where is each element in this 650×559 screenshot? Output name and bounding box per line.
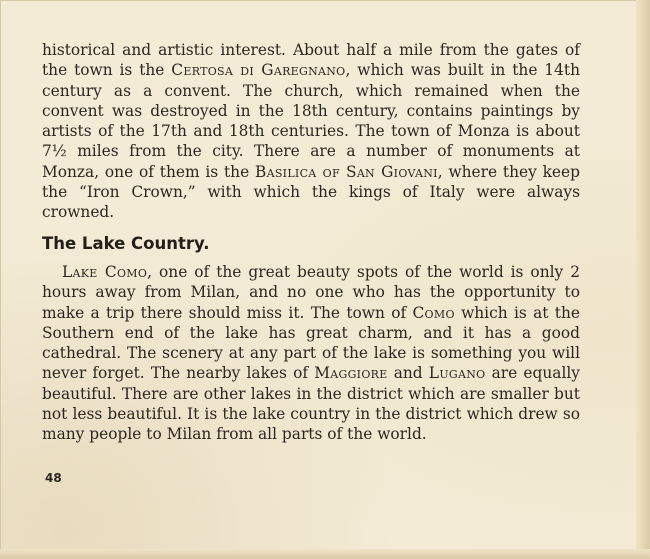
place-name-basilica: Basilica of San Giovani (254, 162, 438, 181)
page-number: 48 (45, 471, 62, 485)
place-name-lake-como: Lake Como (62, 263, 148, 281)
paragraph-text: historical and artistic interest. About half a mile from the gates of the town is the (42, 41, 580, 80)
page-bottom-edge (0, 549, 650, 559)
paragraph-lake-country (42, 262, 580, 445)
paragraph-text: , where they keep the “Iron Crown,” with which the kings of Italy were always crowned. (42, 162, 581, 222)
section-heading: The Lake Country. (42, 234, 210, 253)
page-spine-edge (636, 0, 650, 559)
paragraph-text: , one of the great beauty spots of the world is only 2 hours away from Milan, and no one who has the opportunity to make a trip there should miss it. The town of (42, 263, 580, 322)
place-name-lugano: Lugano (428, 364, 486, 383)
place-name-como: Como (412, 303, 455, 322)
paragraph-text: which is at the Southern end of the lake has great charm, and it has a good cathedral. The scenery at any part of the lake is something you will never forget. The nearby lakes of (42, 303, 580, 383)
paragraph-text: , which was built in the 14th century as a convent. The church, which remained when the convent was destroyed in the 18th century, contains paintings by artists of the 17th and 18th centuries. The town of Monza is about 7½ miles from the city. There are a number of monuments at Monza, one of them is the (42, 61, 580, 181)
paragraph-monza (42, 40, 580, 223)
paragraph-text: and (387, 364, 429, 383)
paragraph-text: are equally beautiful. There are other lakes in the district which are smaller but not less beautiful. It is the lake country in the district which drew so many people to Milan from all parts of the world. (42, 364, 580, 444)
place-name-certosa: Certosa di Garegnano (171, 61, 346, 80)
place-name-maggiore: Maggiore (314, 364, 388, 383)
